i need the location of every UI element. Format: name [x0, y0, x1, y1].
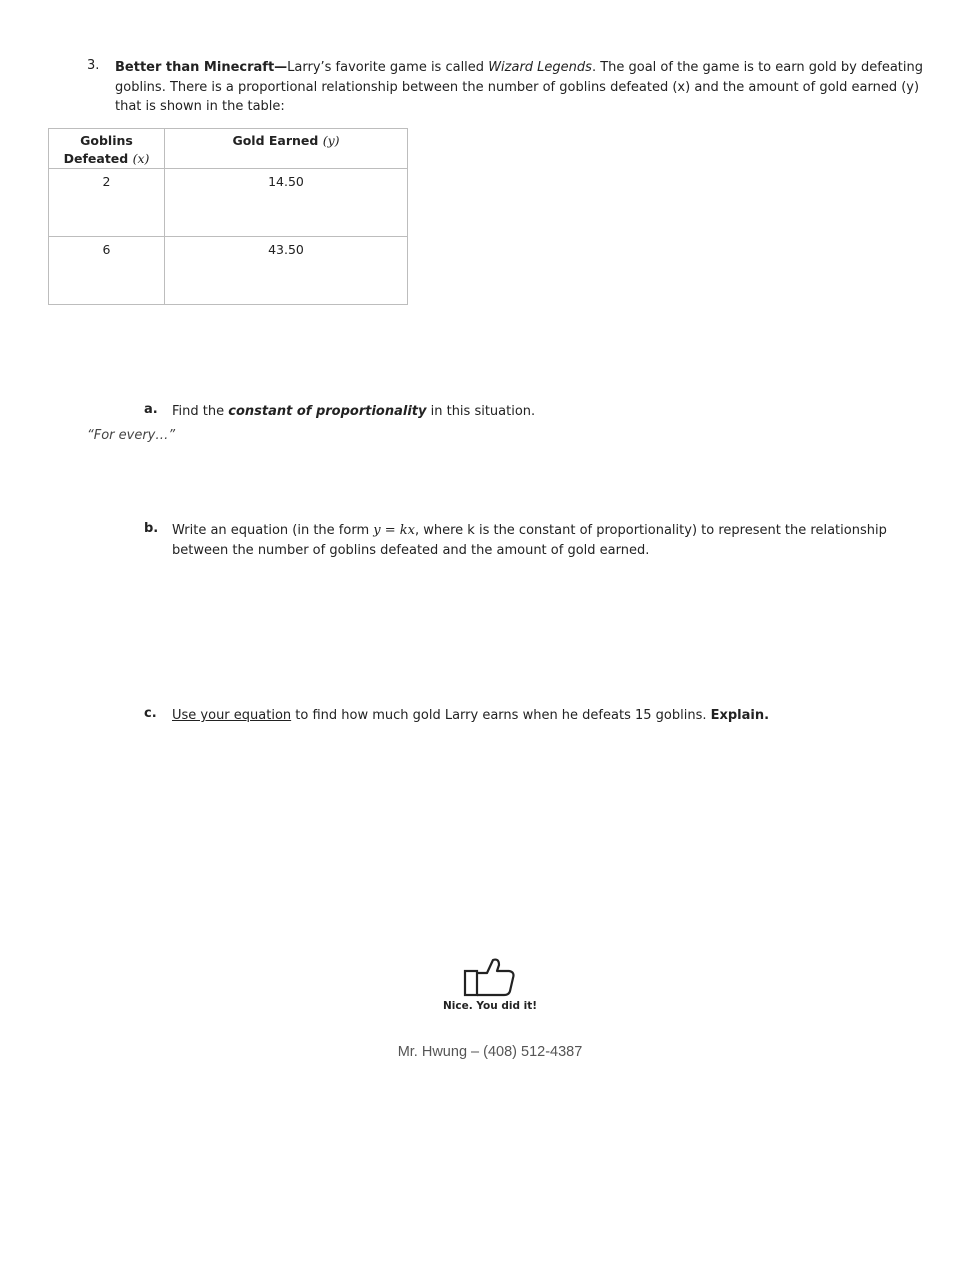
part-c-label: c. — [144, 706, 157, 721]
part-b-text — [172, 521, 917, 560]
col-header-goblins — [49, 129, 165, 169]
table-cell-x: 2 — [49, 169, 165, 237]
table-cell-x: 6 — [49, 237, 165, 305]
game-name: Wizard Legends — [488, 60, 592, 75]
table-header-row — [49, 129, 408, 169]
intro-part-2: . The goal of the game is to earn gold by defeating goblins. There is a proportional relationship between the number of goblins defeated (x) and the amount of gold earned (y) that is shown in the table: — [115, 60, 923, 114]
part-c-emphasis: Explain. — [710, 708, 770, 723]
part-b-label: b. — [144, 521, 159, 536]
part-a-label: a. — [144, 402, 158, 417]
table-cell-y: 43.50 — [165, 237, 408, 305]
part-a-emphasis: constant of proportionality — [228, 404, 427, 419]
question-title: Better than Minecraft — [115, 60, 275, 75]
table-row — [49, 169, 408, 237]
thumbs-up-icon — [463, 957, 517, 999]
col-header-gold — [165, 129, 408, 169]
part-a-text — [172, 402, 912, 422]
part-c-text-body: to find how much gold Larry earns when he defeats 15 goblins. — [291, 708, 711, 723]
col1-variable: (x) — [132, 151, 150, 166]
footer-contact: Mr. Hwung – (408) 512-4387 — [397, 1044, 583, 1060]
part-a-text-2: in this situation. — [426, 404, 536, 419]
col1-header-line1: Goblins — [80, 133, 133, 148]
col2-variable: (y) — [322, 133, 340, 148]
badge-text: Nice. You did it! — [442, 1000, 538, 1012]
part-b-text-1: Write an equation (in the form — [172, 523, 374, 538]
question-number: 3. — [87, 58, 100, 73]
part-a-text-1: Find the — [172, 404, 229, 419]
intro-part-1: Larry’s favorite game is called — [287, 60, 489, 75]
col2-header-label: Gold Earned — [232, 133, 323, 148]
table-cell-y: 14.50 — [165, 169, 408, 237]
data-table — [48, 128, 408, 305]
question-text — [115, 58, 925, 117]
part-b-equation: y = kx — [373, 523, 415, 538]
table-row — [49, 237, 408, 305]
part-c-underlined: Use your equation — [172, 708, 292, 723]
col1-header-line2: Defeated — [63, 151, 133, 166]
part-a-hint: “For every…” — [87, 428, 176, 443]
part-c-text — [172, 706, 917, 726]
part-b-text-2: , where k is the constant of proportionality) to represent the relationship between the number of goblins defeated and the amount of gold earned. — [172, 523, 887, 558]
title-dash: — — [274, 60, 288, 75]
